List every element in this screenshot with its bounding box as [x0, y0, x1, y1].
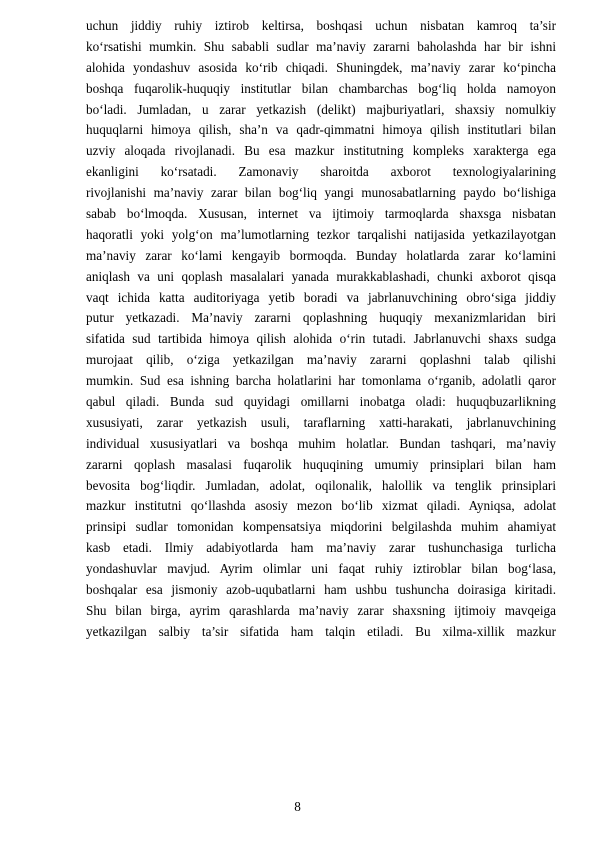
text-line: kasb etadi. Ilmiy adabiyotlarda ham ma’naviy zarar tushunchasiga turlicha	[86, 540, 556, 556]
text-line: prinsipi sudlar tomonidan kompensatsiya miqdorini belgilashda muhim ahamiyat	[86, 519, 556, 535]
text-line: murojaat qilib, o‘ziga yetkazilgan ma’naviy zararni qoplashni talab qilishi	[86, 352, 556, 368]
text-line: mazkur institutni qo‘llashda asosiy mezon bo‘lib xizmat qiladi. Ayniqsa, adolat	[86, 498, 556, 514]
text-line: boshqalar esa jismoniy azob-uqubatlarni ham ushbu tushuncha doirasiga kiritadi.	[86, 582, 556, 598]
text-line: bevosita bog‘liqdir. Jumladan, adolat, oqilonalik, halollik va tenglik prinsiplari	[86, 477, 556, 493]
text-line: alohida yondashuv asosida ko‘rib chiqadi. Shuningdek, ma’naviy zarar ko‘pincha	[86, 59, 556, 75]
text-line: ko‘rsatishi mumkin. Shu sababli sudlar ma’naviy zararni baholashda har bir ishni	[86, 38, 556, 54]
text-line: xususiyati, zarar yetkazish usuli, taraflarning xatti-harakati, jabrlanuvchining	[86, 414, 556, 430]
text-line: ma’naviy zarar ko‘lami kengayib bormoqda. Bunday holatlarda zarar ko‘lamini	[86, 247, 556, 263]
text-line: vaqt ichida katta auditoriyaga yetib boradi va jabrlanuvchining obro‘siga jiddiy	[86, 289, 556, 305]
text-line: yetkazilgan salbiy ta’sir sifatida ham talqin etiladi. Bu xilma-xillik mazkur	[86, 623, 556, 639]
text-line: aniqlash va uni qoplash masalalari yanada murakkablashadi, chunki axborot qisqa	[86, 268, 556, 284]
text-line: putur yetkazadi. Ma’naviy zararni qoplashning huquqiy mexanizmlaridan biri	[86, 310, 556, 326]
text-line: uchun jiddiy ruhiy iztirob keltirsa, boshqasi uchun nisbatan kamroq ta’sir	[86, 18, 556, 33]
text-line: bo‘ladi. Jumladan, u zarar yetkazish (delikt) majburiyatlari, shaxsiy nomulkiy	[86, 101, 556, 117]
text-line: haqoratli yoki yolg‘on ma’lumotlarning tezkor tarqalishi natijasida yetkazilayotgan	[86, 226, 556, 242]
text-line: boshqa fuqarolik-huquqiy institutlar bilan chambarchas bog‘liq holda namoyon	[86, 80, 556, 96]
text-line: zararni qoplash masalasi fuqarolik huquqining umumiy prinsiplari bilan ham	[86, 456, 556, 472]
text-line: ekanligini ko‘rsatadi. Zamonaviy sharoitda axborot texnologiyalarining	[86, 164, 556, 180]
text-line: huquqlarni himoya qilish, sha’n va qadr-qimmatni himoya qilish institutlari bilan	[86, 122, 556, 138]
text-line: rivojlanishi ma’naviy zarar bilan bog‘liq yangi munosabatlarning paydo bo‘lishiga	[86, 185, 556, 201]
page-number: 8	[294, 799, 301, 814]
text-line: Shu bilan birga, ayrim qarashlarda ma’naviy zarar shaxsning ijtimoiy mavqeiga	[86, 602, 556, 618]
text-line: individual xususiyatlari va boshqa muhim holatlar. Bundan tashqari, ma’naviy	[86, 435, 556, 451]
text-line: yondashuvlar mavjud. Ayrim olimlar uni faqat ruhiy iztiroblar bilan bog‘lasa,	[86, 561, 556, 577]
text-line: uzviy aloqada rivojlanadi. Bu esa mazkur institutning kompleks xarakterga ega	[86, 143, 556, 159]
text-line: qabul qiladi. Bunda sud quyidagi omillarni inobatga oladi: huquqbuzarlikning	[86, 394, 556, 410]
text-line: mumkin. Sud esa ishning barcha holatlarini har tomonlama o‘rganib, adolatli qaror	[86, 373, 556, 389]
text-line: sifatida sud tartibida himoya qilish alohida o‘rin tutadi. Jabrlanuvchi shaxs sudga	[86, 331, 556, 347]
text-line: sabab bo‘lmoqda. Xususan, internet va ijtimoiy tarmoqlarda shaxsga nisbatan	[86, 206, 556, 222]
body-text	[86, 16, 556, 643]
